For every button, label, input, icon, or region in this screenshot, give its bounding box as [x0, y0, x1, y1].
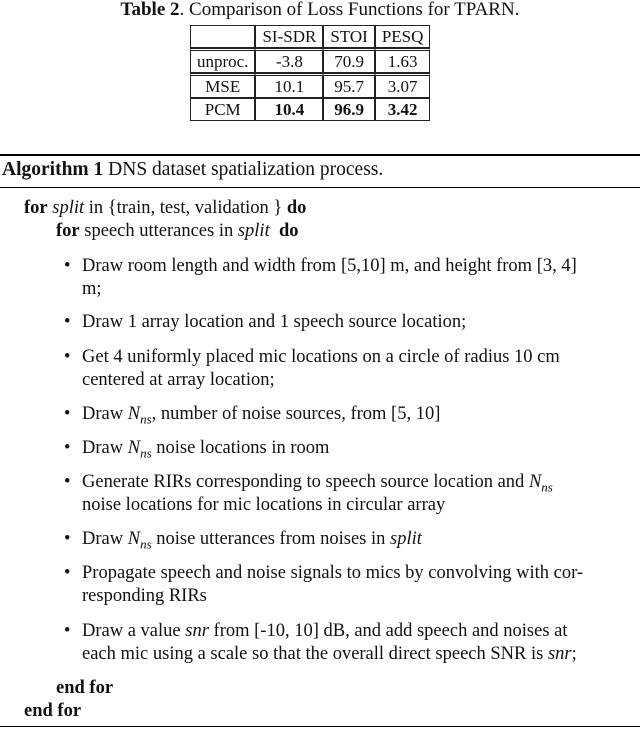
bullet: •: [64, 312, 71, 332]
header-cell: [190, 25, 255, 48]
cell: MSE: [190, 73, 255, 98]
math-sub: ns: [140, 445, 152, 461]
step-text: [82, 643, 577, 665]
table-row: [190, 73, 430, 98]
step-text: Draw 1 array location and 1 speech source location;: [82, 312, 467, 332]
cell: 3.07: [375, 73, 431, 98]
text: speech utterances in: [84, 221, 234, 241]
caption-label: Table 2: [120, 0, 180, 20]
step-text: m;: [82, 279, 102, 299]
inner-end-for: end for: [56, 678, 114, 698]
step-text: Get 4 uniformly placed mic locations on a circle of radius 10 cm: [82, 347, 560, 367]
cell: -3.8: [255, 48, 323, 73]
cell: 70.9: [323, 48, 374, 73]
cell: 10.1: [255, 73, 323, 98]
outer-end-for: end for: [24, 701, 82, 721]
inner-for: [56, 220, 299, 242]
algorithm-title-text: DNS dataset spatialization process.: [108, 159, 384, 180]
caption-text: . Comparison of Loss Functions for TPARN.: [179, 0, 520, 20]
bottom-rule: [0, 726, 640, 727]
math: N: [528, 472, 542, 492]
header-cell: PESQ: [375, 25, 431, 48]
bullet: •: [64, 347, 71, 367]
kw: for: [56, 221, 80, 241]
math-sub: ns: [140, 536, 152, 552]
var: split: [390, 529, 422, 549]
cell: 95.7: [323, 73, 374, 98]
text: each mic using a scale so that the overall direct speech SNR is: [82, 644, 544, 664]
bullet: •: [64, 438, 71, 458]
algorithm-title: [2, 159, 383, 181]
top-rule: [0, 154, 640, 156]
kw: do: [286, 198, 307, 218]
cell: PCM: [190, 98, 255, 121]
step-text: responding RIRs: [82, 586, 207, 606]
bullet: •: [64, 256, 71, 276]
bullet: •: [64, 472, 71, 492]
title-rule: [0, 187, 640, 188]
text: Draw: [82, 404, 124, 424]
text: , number of noise sources, from [5, 10]: [151, 404, 441, 424]
step-text: Draw room length and width from [5,10] m, and height from [3, 4]: [82, 256, 577, 276]
results-table: [190, 25, 430, 121]
math-sub: ns: [541, 479, 553, 495]
text: ;: [571, 644, 577, 664]
header-cell: STOI: [323, 25, 374, 48]
table-header-row: [190, 25, 430, 48]
var: split: [52, 198, 85, 218]
math: N: [127, 529, 141, 549]
bullet: •: [64, 563, 71, 583]
math: N: [127, 404, 141, 424]
text: Draw a value: [82, 621, 181, 641]
math: snr: [185, 621, 209, 641]
math-sub: ns: [140, 411, 152, 427]
kw: do: [278, 221, 299, 241]
step-text: [82, 620, 568, 642]
step-text: Propagate speech and noise signals to mics by convolving with cor-: [82, 563, 584, 583]
math: N: [127, 438, 141, 458]
math: snr: [547, 644, 572, 664]
var: split: [237, 221, 270, 241]
step-text: [82, 403, 440, 431]
text: from [-10, 10] dB, and add speech and noises at: [213, 621, 568, 641]
algorithm-label: Algorithm 1: [2, 159, 104, 180]
table-row: [190, 48, 430, 73]
text: Draw: [82, 529, 124, 549]
header-cell: SI-SDR: [255, 25, 323, 48]
text: noise locations in room: [156, 438, 330, 458]
cell: 96.9: [323, 98, 374, 121]
step-text: centered at array location;: [82, 370, 275, 390]
step-text: noise locations for mic locations in circular array: [82, 495, 446, 515]
bullet: •: [64, 621, 71, 641]
step-text: [82, 528, 422, 556]
outer-for: [24, 197, 306, 219]
text: Draw: [82, 438, 124, 458]
text: Generate RIRs corresponding to speech source location and: [82, 472, 525, 492]
step-text: [82, 437, 329, 465]
cell: 10.4: [255, 98, 323, 121]
bullet: •: [64, 529, 71, 549]
cell: unproc.: [190, 48, 255, 73]
table-caption: [0, 0, 640, 21]
kw: for: [24, 198, 48, 218]
table-row: [190, 98, 430, 121]
bullet: •: [64, 404, 71, 424]
cell: 1.63: [375, 48, 431, 73]
text: noise utterances from noises in: [156, 529, 386, 549]
text: in {train, test, validation }: [88, 198, 283, 218]
cell: 3.42: [375, 98, 431, 121]
